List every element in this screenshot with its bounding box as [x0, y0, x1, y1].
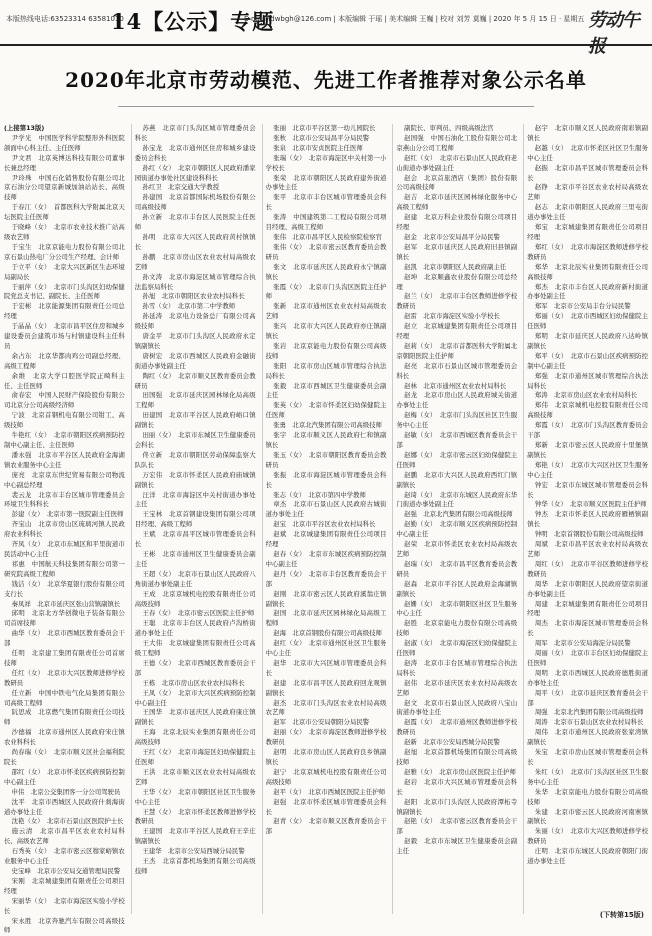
nominee-entry: 王宝林 北京首钢建设集团有限公司项目经理、高级工程师: [135, 510, 256, 530]
nominee-entry: 郑霞（女） 北京市门头沟区教育委员会干部: [527, 421, 648, 441]
nominee-entry: 副院长、审判员、四级高级法官: [396, 124, 517, 134]
nominee-entry: 赵振 北京市昌平区城市管理委员会科长: [527, 164, 648, 184]
nominee-entry: 赵宁 北京京城机电控股有限责任公司高级技师: [266, 768, 387, 788]
nominee-entry: 赵新 北京市公安局西城分局民警: [396, 738, 517, 748]
nominee-entry: 裴云龙 北京市丰台区城市管理委员会环境卫生科科长: [4, 491, 125, 511]
nominee-entry: 赵雅（女） 北京市房山区医院主任护师: [396, 768, 517, 778]
nominee-entry: 孙宝龙 北京市通州区住房和城乡建设委员会科长: [135, 144, 256, 164]
nominee-entry: 郑新 北京市密云区人民政府十里堡镇副镇长: [527, 441, 648, 461]
page-label: 14【公示】专题: [111, 6, 274, 36]
nominee-entry: 俞春宏 中国人民财产保险股份有限公司北京分公司高级经济师: [4, 391, 125, 411]
nominee-entry: 汪洋 北京市海淀区中关村街道办事处主任: [135, 491, 256, 511]
nominee-entry: 赵艳（女） 北京市密云区教育委员会干部: [396, 817, 517, 837]
nominee-entry: 张新 北京市通州区农业农村局高级农艺师: [266, 302, 387, 322]
nominee-entry: 朱华 北京京能电力股份有限公司高级技师: [527, 788, 648, 808]
nominee-entry: 赵勤（女） 北京市顺义区疾病预防控制中心副主任: [396, 520, 517, 540]
nominee-entry: 王春（女） 北京市密云区医院主任护师: [135, 609, 256, 619]
nominee-entry: 曲华（女） 北京市西城区教育委员会干部: [4, 629, 125, 649]
nominee-entry: 张平 北京市丰台区城市管理委员会科长: [266, 193, 387, 213]
column-5: [523, 124, 648, 914]
nominee-entry: 赵毅 北京市东城区卫生健康委员会副主任: [396, 837, 517, 857]
nominee-entry: 齐凤（女） 北京市东城区和平里街道市民活动中心主任: [4, 540, 125, 560]
nominee-entry: 赵涛 北京市丰台区城市管理综合执法局科长: [396, 659, 517, 679]
nominee-entry: 郑平（女） 北京市石景山区疾病预防控制中心副主任: [527, 352, 648, 372]
nominee-entry: 邱明 北京北方华创微电子装备有限公司首席技师: [4, 609, 125, 629]
nominee-entry: 苏燕 北京市门头沟区城市管理委员会科长: [135, 124, 256, 144]
nominee-entry: 秦凤祥 北京市延庆区张山营镇副镇长: [4, 600, 125, 610]
nominee-entry: 朱建 北京市密云区人民政府河南寨镇副镇长: [527, 808, 648, 828]
nominee-entry: 宋永胜 北京奔驰汽车有限公司高级技师: [4, 917, 125, 936]
nominee-entry: 王超（女） 北京市石景山区人民政府八角街道办事处副主任: [135, 570, 256, 590]
nominee-entry: 沈平 北京市西城区人民政府什刹海街道办事处主任: [4, 798, 125, 818]
nominee-entry: 尹文君 北京英博达科技有限公司董事长兼总经理: [4, 154, 125, 174]
column-entries: [396, 124, 517, 857]
nominee-entry: 赵金 北京市公安局昌平分局民警: [396, 233, 517, 243]
nominee-entry: 赵宇 北京市顺义区人民政府南彩镇副镇长: [527, 124, 648, 144]
nominee-entry: 张勇 北京北汽集团有限公司高级技师: [266, 421, 387, 431]
nominee-entry: 赵琦（女） 北京市东城区人民政府东华门街道办事处副主任: [396, 491, 517, 511]
nominee-entry: 赵凯 北京市朝阳区人民政府副主任: [396, 263, 517, 273]
nominee-entry: 于晓峰（女） 北京市农业技术推广站高级农艺师: [4, 223, 125, 243]
nominee-entry: 朱丽（女） 北京市大兴区教师进修学校教研员: [527, 827, 648, 847]
nominee-entry: 赵敏（女） 北京市西城区教育委员会干部: [396, 431, 517, 451]
nominee-entry: 周涛 北京市石景山区农业农村局科长: [527, 718, 648, 728]
nominee-entry: 沙德福 北京市通州区人民政府宋庄镇农业科科长: [4, 728, 125, 748]
nominee-entry: 赵丽（女） 北京市海淀区教师进修学校教研员: [266, 728, 387, 748]
nominee-entry: 赵文 北京市石景山区人民政府八宝山街道办事处主任: [396, 699, 517, 719]
nominee-entry: 王聪 北京市丰台区人民政府卢沟桥街道办事处主任: [135, 619, 256, 639]
nominee-entry: 庄明 北京市东城区人民政府朝阳门街道办事处主任: [527, 847, 648, 867]
nominee-entry: 王红（女） 北京市海淀区妇幼保健院主任医师: [135, 748, 256, 768]
column-1: [4, 124, 125, 914]
nominee-entry: 潘永强 北京市平谷区人民政府金海湖镇农业服务中心主任: [4, 451, 125, 471]
nominee-entry: 张志（女） 北京市第四中学教师: [266, 491, 387, 501]
title-divider: [118, 106, 534, 107]
nominee-entry: 周丽（女） 北京市丰台区妇幼保健院主任医师: [527, 649, 648, 669]
nominee-entry: 赵亮 北京市石景山区城市管理委员会科长: [396, 362, 517, 382]
nominee-entry: 赵霞（女） 北京市通州区教师进修学校教研员: [396, 718, 517, 738]
nominee-entry: 张泉 北京市安贞医院主任医师: [266, 144, 387, 154]
nominee-entry: 孙延涛 北京电力设备总厂有限公司高级技师: [135, 312, 256, 332]
nominee-entry: 赵梅（女） 北京市门头沟区社区卫生服务中心主任: [396, 411, 517, 431]
nominee-entry: 赵海 北京首钢股份有限公司高级技师: [266, 629, 387, 639]
nominee-entry: 彭建（女） 北京市第一医院副主任医师: [4, 510, 125, 520]
nominee-entry: 张振 北京市海淀区城市管理委员会科长: [266, 471, 387, 491]
nominee-entry: 钟宏 北京市东城区城市管理委员会科长: [527, 481, 648, 501]
nominee-entry: 周伟 北京市通州区人民政府张家湾镇副镇长: [527, 728, 648, 748]
nominee-entry: 任红（女） 北京市大兴区教师进修学校教研员: [4, 669, 125, 689]
nominee-entry: 朱红（女） 北京市门头沟区社区卫生服务中心主任: [527, 768, 648, 788]
nominee-entry: 赵莉（女） 北京市首都医科大学附属北京朝阳医院主任护师: [396, 342, 517, 362]
page-header: [0, 0, 652, 46]
nominee-entry: 孙红卫 北京交通大学教授: [135, 183, 256, 193]
nominee-entry: 佟立新 北京市朝阳区劳动保障监察大队队长: [135, 451, 256, 471]
nominee-entry: 孙鹏 北京市房山区农业农村局高级农艺师: [135, 253, 256, 273]
nominee-entry: 王海 北京北辰实业集团有限责任公司高级技师: [135, 728, 256, 748]
nominee-entry: 赵斌 北京城建集团有限责任公司项目经理: [266, 530, 387, 550]
nominee-entry: 赵娜（女） 北京市密云区妇幼保健院主任医师: [396, 451, 517, 471]
nominee-entry: 尚春瑞（女） 北京市顺义区社会福利院院长: [4, 748, 125, 768]
page-title: 2020年北京市劳动模范、先进工作者推荐对象公示名单: [0, 64, 652, 93]
nominee-entry: 孙旭 北京市朝阳区农业农村局科长: [135, 292, 256, 302]
nominee-entry: 赵平（女） 北京市西城区医院主任护师: [266, 788, 387, 798]
column-entries: [4, 134, 125, 936]
nominee-entry: 赵建 北京万科企业股份有限公司项目经理: [396, 213, 517, 233]
nominee-entry: 郑涛 北京市房山区农业农村局科长: [527, 391, 648, 401]
nominee-entry: 赵瑞（女） 北京市昌平区教育委员会教研员: [396, 560, 517, 580]
nominee-entry: 赵军 北京市延庆区人民政府旧县镇副镇长: [396, 243, 517, 263]
nominee-entry: 任立新 中国中铁电气化局集团有限公司高级工程师: [4, 689, 125, 709]
nominee-entry: 赵建 北京市昌平区人民政府回龙观镇副镇长: [266, 679, 387, 699]
nominee-entry: 张丽 北京市平谷区第一幼儿园院长: [266, 124, 387, 134]
nominee-entry: 张秋 北京市公安局昌平分局民警: [266, 134, 387, 144]
nominee-entry: 孙红（女） 北京市朝阳区人民政府潘家园街道办事处社区建设科科长: [135, 164, 256, 184]
nominee-entry: 郑华 北京北辰实业集团有限责任公司高级技师: [527, 263, 648, 283]
nominee-entry: 陶红（女） 北京市顺义区教育委员会教研员: [135, 372, 256, 392]
continued-to-note: (下转第15版): [600, 910, 644, 920]
nominee-entry: 赵杰 北京市门头沟区农业农村局高级农艺师: [266, 699, 387, 719]
nominee-entry: 郑强 北京市通州区城市管理综合执法局科长: [527, 372, 648, 392]
newspaper-logo: 劳动午报: [588, 6, 652, 58]
nominee-entry: 郑红（女） 北京市海淀区教师进修学校教研员: [527, 243, 648, 263]
nominee-entry: 沈艳（女） 北京市石景山区医院护士长: [4, 817, 125, 827]
nominee-entry: 周军 北京市公安局海淀分局民警: [527, 639, 648, 649]
nominee-entry: 郑杰 北京市丰台区人民政府新村街道办事处副主任: [527, 283, 648, 303]
nominee-entry: 王慧（女） 北京市怀柔区教师进修学校教研员: [135, 808, 256, 828]
nominee-entry: 王洪 北京市顺义区农业农村局高级农艺师: [135, 768, 256, 788]
nominee-entry: 赵红（女） 北京市石景山区人民政府老山街道办事处副主任: [396, 154, 517, 174]
nominee-entry: 尹学光 中国医学科学院整形外科医院颌面中心科主任、主任医师: [4, 134, 125, 154]
nominee-entry: 郑宝 北京城建集团有限责任公司项目经理: [527, 223, 648, 243]
nominee-entry: 张毅 北京市西城区卫生健康委员会副主任: [266, 382, 387, 402]
nominee-entry: 张荣 北京市朝阳区人民政府建外街道办事处主任: [266, 174, 387, 194]
nominee-entry: 万宏伟 北京市怀柔区人民政府庙城镇副镇长: [135, 471, 256, 491]
editorial-info: E-mail:ldwbgh@126.com | 本版编辑 于瑶 | 美术编辑 王巍 | 校对 刘芳 莫巍 | 2020 年 5 月 15 日 · 星期五: [244, 14, 584, 24]
nominee-entry: 赵阳 北京市门头沟区人民政府潭柘寺镇副镇长: [396, 798, 517, 818]
column-2: [131, 124, 256, 914]
nominee-entry: 赵姗（女） 北京市朝阳区社区卫生服务中心主任: [396, 600, 517, 620]
nominee-entry: 王德（女） 北京市西城区教育委员会干部: [135, 659, 256, 679]
nominee-entry: 郑明 北京市延庆区人民政府八达岭镇副镇长: [527, 332, 648, 352]
nominee-entry: 赵宝 北京市平谷区农业农村局科长: [266, 520, 387, 530]
nominee-entry: 钟华（女） 北京市顺义区医院主任护师: [527, 500, 648, 510]
nominee-entry: 任明 北京建工集团有限责任公司首席技师: [4, 649, 125, 669]
nominee-entry: 赵立 北京城建集团有限责任公司项目经理: [396, 322, 517, 342]
nominee-entry: 赵丹（女） 北京市丰台区教育委员会干部: [266, 570, 387, 590]
nominee-entry: 赵鹏 北京市大兴区人民政府西红门镇副镇长: [396, 471, 517, 491]
nominee-entry: 张玉（女） 北京市朝阳区教育委员会教研员: [266, 451, 387, 471]
nominee-entry: 孙文涛 北京市海淀区城市管理综合执法监察局科长: [135, 273, 256, 293]
nominee-entry: 郑艳（女） 北京市大兴区社区卫生服务中心主任: [527, 461, 648, 481]
column-4: [392, 124, 517, 914]
nominee-entry: 于立平（女） 北京大兴区新区生态环境局副局长: [4, 263, 125, 283]
nominee-entry: 王大伟 北京城建集团有限责任公司高级工程师: [135, 639, 256, 659]
nominee-entry: 田建国 北京市平谷区人民政府峪口镇副镇长: [135, 411, 256, 431]
nominee-entry: 郑丽（女） 北京市西城区妇幼保健院主任医师: [527, 312, 648, 332]
nominee-entry: 宋丽华（女） 北京市海淀区实验小学校长: [4, 897, 125, 917]
continued-from-note: (上接第13版): [4, 124, 125, 134]
nominee-entry: 赵华 北京市大兴区城市管理委员会科长: [266, 659, 387, 679]
nominee-entry: 王建华 北京市公安局西城分局民警: [135, 847, 256, 857]
nominee-entry: 赵铮 北京市平谷区农业农村局高级农艺师: [527, 183, 648, 203]
nominee-entry: 赵刚 北京市密云区人民政府溪翁庄镇副镇长: [266, 590, 387, 610]
nominee-entry: 赵明 北京市房山区人民政府良乡镇副镇长: [266, 748, 387, 768]
nominee-entry: 王华（女） 北京市朝阳区社区卫生服务中心主任: [135, 788, 256, 808]
column-3: [262, 124, 387, 914]
nominee-entry: 赵坤 北京顺鑫农业股份有限公司总经理: [396, 273, 517, 293]
nominee-entry: 赵红（女） 北京市通州区社区卫生服务中心主任: [266, 639, 387, 659]
nominee-entry: 王杰 北京首都机场集团有限公司高级技师: [135, 857, 256, 877]
nominee-entry: 宁波 北京首钢机电有限公司钳工、高级技师: [4, 411, 125, 431]
nominee-entry: 唐树宏 北京市西城区人民政府金融街街道办事处副主任: [135, 352, 256, 372]
nominee-entry: 赵淑（女） 北京市海淀区妇幼保健院主任医师: [396, 639, 517, 659]
nominee-entry: 施云清 北京市昌平区农业农村局科长、高级农艺师: [4, 827, 125, 847]
nominee-entry: 章杰 北京市石景山区人民政府古城街道办事处主任: [266, 500, 387, 520]
nominee-entry: 于丽萍（女） 北京市门头沟区妇幼保健院党总支书记、副院长、主任医师: [4, 283, 125, 303]
nominee-entry: 赵森 北京市平谷区人民政府金海湖镇副镇长: [396, 580, 517, 600]
nominee-entry: 张文 北京市延庆区人民政府永宁镇副镇长: [266, 263, 387, 283]
nominee-entry: 孙明 北京市大兴区人民政府黄村镇镇长: [135, 233, 256, 253]
nominee-entry: 赵军 北京市公安局朝阳分局民警: [266, 718, 387, 728]
nominee-entry: 钱洁（女） 北京华夏银行股份有限公司支行长: [4, 580, 125, 600]
nominee-entry: 张伟（女） 北京市密云区教育委员会教研员: [266, 243, 387, 263]
nominee-entry: 宋刚 北京城建集团有限责任公司项目经理: [4, 877, 125, 897]
nominee-entry: 孙雪（女） 北京市第二中学教师: [135, 302, 256, 312]
nominee-entry: 齐宝山 北京市房山区琉璃河镇人民政府农业科科长: [4, 520, 125, 540]
nominee-entry: 赵国 北京市延庆区园林绿化局高级工程师: [266, 609, 387, 629]
nominee-entry: 赵旭 北京首都机场集团有限公司高级技师: [396, 748, 517, 768]
column-entries: [135, 124, 256, 877]
nominee-entry: 阮思成 北京燃气集团有限责任公司技师: [4, 708, 125, 728]
nominee-entry: 于春江（女） 首都医科大学附属北京天坛医院主任医师: [4, 203, 125, 223]
nominee-entry: 田国强 北京市延庆区园林绿化局高级工程师: [135, 391, 256, 411]
nominee-entry: 王凤（女） 北京市大兴区疾病预防控制中心副主任: [135, 689, 256, 709]
nominee-entry: 王成 北京京城机电控股有限责任公司高级技师: [135, 590, 256, 610]
nominee-entry: 赵胜 北京京能电力股份有限公司高级技师: [396, 619, 517, 639]
nominee-entry: 张涛 中国建筑第二工程局有限公司项目经理、高级工程师: [266, 213, 387, 233]
nominee-entry: 王栋 北京市房山区农业农村局科长: [135, 679, 256, 689]
column-entries: [266, 124, 387, 837]
column-entries: [527, 124, 648, 867]
nominee-entry: 于宝生 北京京能电力股份有限公司北京石景山热电厂分公司生产经理、会计师: [4, 243, 125, 263]
nominee-entry: 赵龙 北京市房山区人民政府城关街道办事处主任: [396, 391, 517, 411]
nominee-entry: 周杰 北京市海淀区城市管理委员会科长: [527, 619, 648, 639]
hotline-text: 本版热线电话:63523314 63581010: [6, 14, 124, 24]
nominee-entry: 张阳 北京市房山区城市管理综合执法局科长: [266, 362, 387, 382]
nominee-entry: 赵林 北京市通州区农业农村局科长: [396, 382, 517, 392]
nominee-entry: 赵荣 北京市怀柔区农业农村局高级农艺师: [396, 540, 517, 560]
nominee-entry: 郑伟 北京京城机电控股有限责任公司高级技师: [527, 401, 648, 421]
nominee-entry: 王建国 北京市平谷区人民政府王辛庄镇副镇长: [135, 827, 256, 847]
nominee-entry: 余维 北京大学口腔医学院正畸科主任、主任医师: [4, 372, 125, 392]
nominee-entry: 郑军 北京市公安局丰台分局民警: [527, 302, 648, 312]
nominee-entry: 于晶晶（女） 北京市昌平区住房和城乡建设委员会建筑市场与村镇建设科主任科员: [4, 322, 125, 352]
nominee-entry: 赵志 北京市朝阳区人民政府三里屯街道办事处主任: [527, 203, 648, 223]
nominee-entry: 张瑞（女） 北京市海淀区中关村第一小学校长: [266, 154, 387, 174]
nominee-entry: 孙立新 北京市丰台区人民医院主任医师: [135, 213, 256, 233]
nominee-entry: 周华 北京市朝阳区人民政府望京街道办事处副主任: [527, 580, 648, 600]
nominee-entry: 赵青（女） 北京市顺义区教育委员会干部: [266, 817, 387, 837]
nominee-entry: 赵越（女） 北京市怀柔区社区卫生服务中心主任: [527, 144, 648, 164]
nominee-entry: 赵强 北京北汽集团有限公司高级技师: [396, 510, 517, 520]
nominee-entry: 周明 北京市西城区人民政府德胜街道办事处主任: [527, 669, 648, 689]
nominee-entry: 赵兰（女） 北京市丰台区教师进修学校教研员: [396, 292, 517, 312]
nominee-entry: 庞亮 北京京东世纪贸易有限公司物流中心副总经理: [4, 471, 125, 491]
nominee-entry: 周斌 北京市昌平区农业农村局高级农艺师: [527, 540, 648, 560]
nominee-entry: 张兴 北京市大兴区人民政府亦庄镇副镇长: [266, 322, 387, 342]
nominee-entry: 王彬 北京市通州区卫生健康委员会副主任: [135, 550, 256, 570]
nominee-entry: 周建 北京城建集团有限责任公司项目经理: [527, 600, 648, 620]
nominee-entry: 张伟 北京市昌平区人民检察院检察官: [266, 233, 387, 243]
nominee-entry: 赵岩 北京市大兴区城市管理委员会科长: [396, 778, 517, 798]
nominee-entry: 周平（女） 北京市延庆区教育委员会干部: [527, 689, 648, 709]
nominee-entry: 赵国强 中国石油化工股份有限公司北京燕山分公司工程师: [396, 134, 517, 154]
nominee-entry: 唐金平 北京市门头沟区人民政府永定镇副镇长: [135, 332, 256, 352]
nominee-entry: 张英（女） 北京市怀柔区妇幼保健院主任医师: [266, 401, 387, 421]
nominee-entry: 张霞（女） 北京市门头沟区医院主任护师: [266, 283, 387, 303]
nominee-entry: 王斌 北京市昌平区城市管理委员会科长: [135, 530, 256, 550]
nominee-entry: 张宇 北京市顺义区人民政府仁和镇副镇长: [266, 431, 387, 451]
nominee-entry: 尹玲珠 中国石化销售股份有限公司北京石油分公司望京新城加油站站长、高级技师: [4, 174, 125, 204]
nominee-entry: 祁惠 中国航天科技集团有限公司第一研究院高级工程师: [4, 560, 125, 580]
nominee-entry: 钟明 北京首钢股份有限公司高级技师: [527, 530, 648, 540]
nominee-entry: 史宝峰 北京市公安局交通管理局民警: [4, 867, 125, 877]
nominee-entry: 赵伟 北京市延庆区农业农村局高级农艺师: [396, 679, 517, 699]
nominee-entry: 周红（女） 北京市平谷区教师进修学校教研员: [527, 560, 648, 580]
nominee-entry: 牛艳红（女） 北京市朝阳区疾病预防控制中心副主任、主任医师: [4, 431, 125, 451]
nominee-entry: 朱宝 北京市房山区城市管理委员会科长: [527, 748, 648, 768]
nominee-entry: 孙建国 北京首都国际机场股份有限公司高级技师: [135, 193, 256, 213]
nominee-entry: 余占东 北京华都肉鸡公司副总经理、高级工程师: [4, 352, 125, 372]
nominee-entry: 王国华 北京市延庆区人民政府康庄镇副镇长: [135, 708, 256, 728]
nominee-columns: [4, 124, 648, 914]
nominee-entry: 石秀英（女） 北京市密云区穆家峪镇农业服务中心主任: [4, 847, 125, 867]
nominee-entry: 赵吉 北京市延庆区园林绿化服务中心高级工程师: [396, 193, 517, 213]
nominee-entry: 申伟 北京公交集团客一分公司驾驶员: [4, 788, 125, 798]
nominee-entry: 赵雷 北京市海淀区实验小学校长: [396, 312, 517, 322]
nominee-entry: 赵强 北京市怀柔区城市管理委员会科长: [266, 798, 387, 818]
nominee-entry: 赵春（女） 北京市东城区疾病预防控制中心副主任: [266, 550, 387, 570]
nominee-entry: 邵红（女） 北京市怀柔区疾病预防控制中心副主任: [4, 768, 125, 788]
nominee-entry: 赵会 北京首旅酒店（集团）股份有限公司高级技师: [396, 174, 517, 194]
nominee-entry: 周强 北京北汽集团有限公司高级技师: [527, 708, 648, 718]
nominee-entry: 于宏彬 北京能源集团有限责任公司总经理: [4, 302, 125, 322]
nominee-entry: 钟杰 北京市怀柔区人民政府雁栖镇副镇长: [527, 510, 648, 530]
nominee-entry: 张岩 北京京能电力股份有限公司高级技师: [266, 342, 387, 362]
nominee-entry: 田丽（女） 北京市东城区卫生健康委员会科长: [135, 431, 256, 451]
